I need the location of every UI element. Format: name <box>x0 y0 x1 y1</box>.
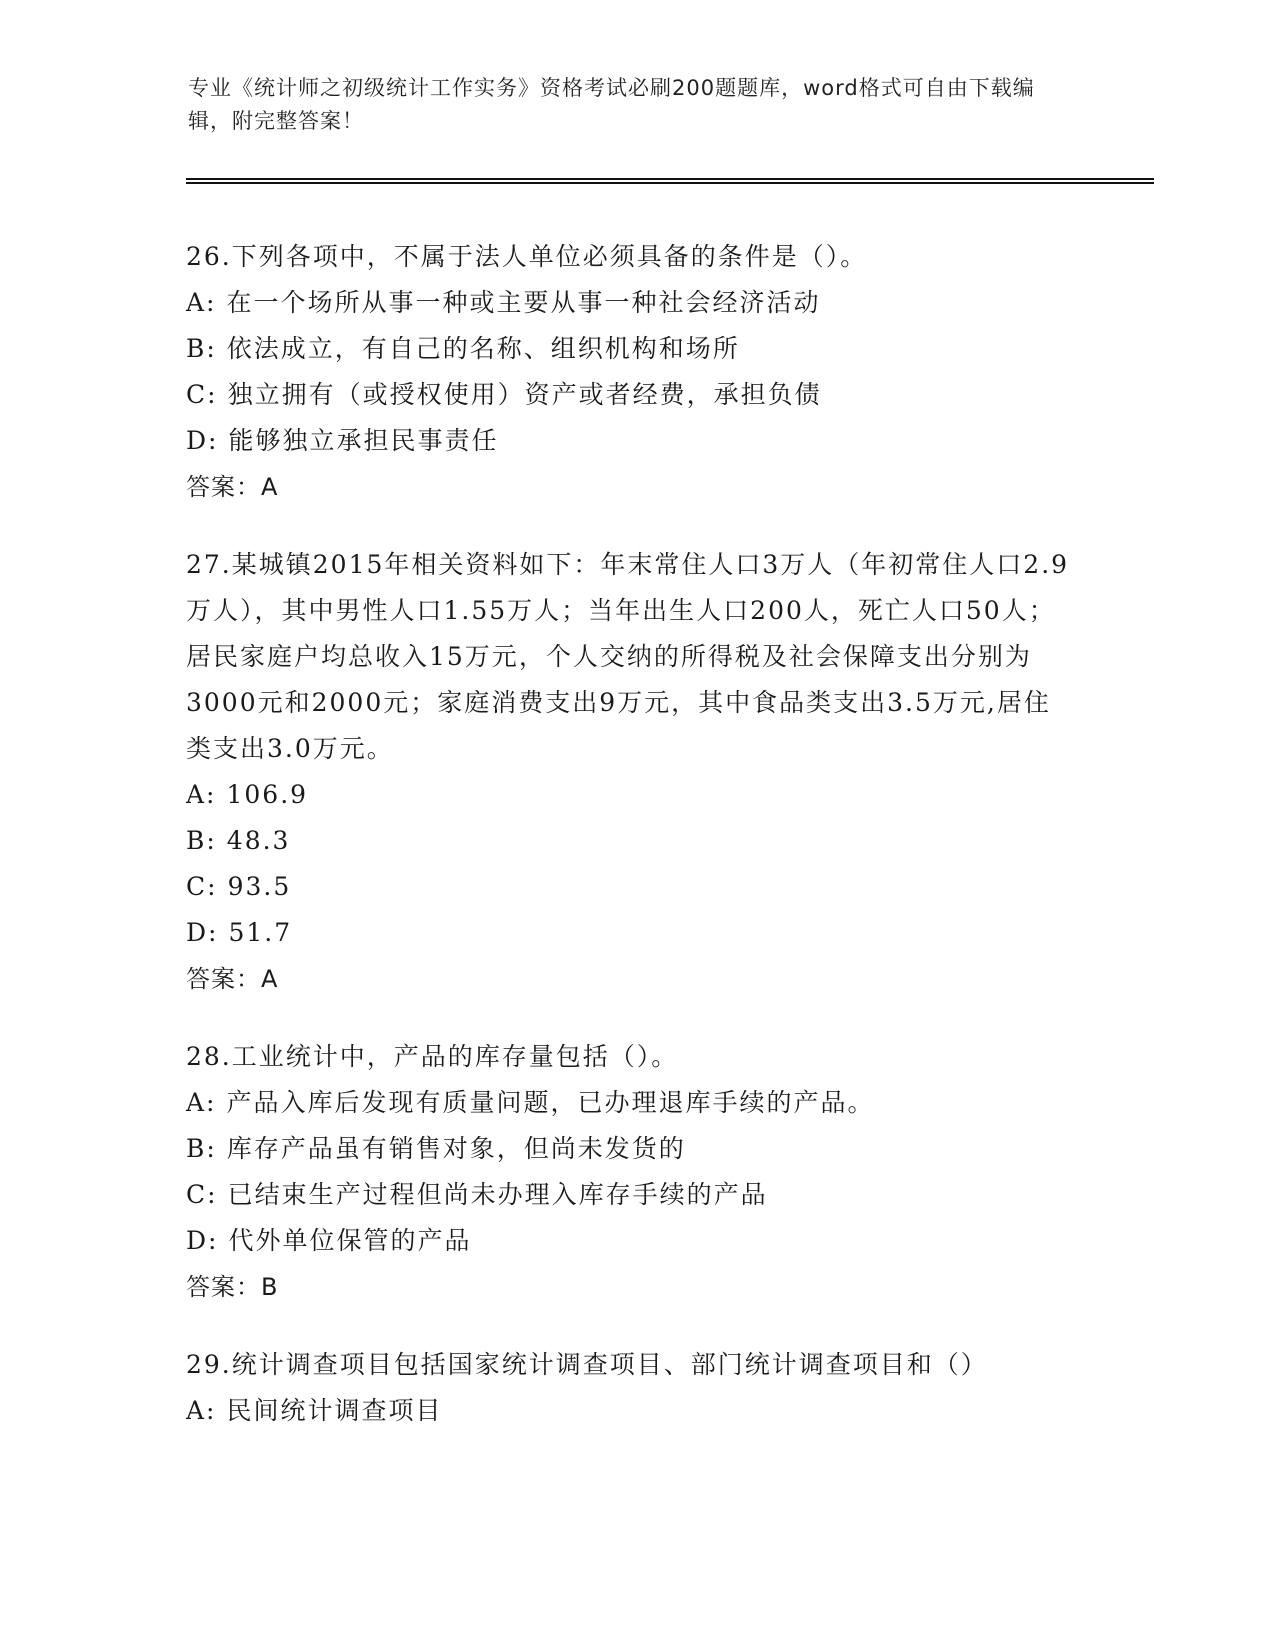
option-letter: B: <box>186 334 217 363</box>
question-stem: 26.下列各项中，不属于法人单位必须具备的条件是（）。 <box>186 242 868 271</box>
option-letter: A: <box>186 1396 217 1425</box>
option-c <box>186 1172 1076 1218</box>
option-letter: C: <box>186 380 218 409</box>
option-text: 代外单位保管的产品 <box>228 1226 472 1255</box>
option-a <box>186 280 1076 326</box>
option-a <box>186 1080 1076 1126</box>
question-28 <box>186 1034 1076 1310</box>
document-header: 专业《统计师之初级统计工作实务》资格考试必刷200题题库，word格式可自由下载编辑，附完整答案！ <box>188 76 1035 133</box>
option-text: 依法成立，有自己的名称、组织机构和场所 <box>226 334 740 363</box>
option-text: 能够独立承担民事责任 <box>228 426 499 455</box>
option-letter: D: <box>186 918 219 947</box>
question-list <box>186 234 1076 1466</box>
option-text: 库存产品虽有销售对象，但尚未发货的 <box>226 1134 686 1163</box>
question-29 <box>186 1342 1076 1434</box>
option-a <box>186 1388 1076 1434</box>
option-letter: A: <box>186 780 217 809</box>
option-d <box>186 910 1076 956</box>
question-stem: 27.某城镇2015年相关资料如下：年末常住人口3万人（年初常住人口2.9万人），其中男性人口1.55万人；当年出生人口200人，死亡人口50人；居民家庭户均总收入15万元，个人交纳的所得税及社会保障支出分别为3000元和2000元；家庭消费支出9万元，其中食品类支出3.5万元,居住类支出3.0万元。 <box>186 550 1070 763</box>
option-text: 48.3 <box>226 826 291 855</box>
option-c <box>186 372 1076 418</box>
option-letter: D: <box>186 426 219 455</box>
option-d <box>186 418 1076 464</box>
option-letter: C: <box>186 1180 218 1209</box>
option-b <box>186 818 1076 864</box>
question-26 <box>186 234 1076 510</box>
header-divider-bottom <box>186 182 1154 184</box>
option-letter: B: <box>186 826 217 855</box>
option-text: 93.5 <box>227 872 292 901</box>
option-b <box>186 326 1076 372</box>
option-letter: B: <box>186 1134 217 1163</box>
option-letter: A: <box>186 288 217 317</box>
option-text: 106.9 <box>226 780 309 809</box>
option-text: 民间统计调查项目 <box>226 1396 443 1425</box>
question-stem: 29.统计调查项目包括国家统计调查项目、部门统计调查项目和（） <box>186 1350 988 1379</box>
option-text: 51.7 <box>228 918 293 947</box>
option-c <box>186 864 1076 910</box>
option-a <box>186 772 1076 818</box>
option-text: 已结束生产过程但尚未办理入库存手续的产品 <box>227 1180 768 1209</box>
option-text: 产品入库后发现有质量问题，已办理退库手续的产品。 <box>226 1088 875 1117</box>
option-letter: C: <box>186 872 218 901</box>
option-text: 在一个场所从事一种或主要从事一种社会经济活动 <box>226 288 821 317</box>
option-letter: D: <box>186 1226 219 1255</box>
question-stem: 28.工业统计中，产品的库存量包括（）。 <box>186 1042 679 1071</box>
answer-line: 答案：A <box>186 473 279 501</box>
header-divider-top <box>186 178 1154 180</box>
question-27 <box>186 542 1076 1002</box>
option-text: 独立拥有（或授权使用）资产或者经费，承担负债 <box>227 380 822 409</box>
answer-line: 答案：A <box>186 965 279 993</box>
option-d <box>186 1218 1076 1264</box>
answer-line: 答案：B <box>186 1273 279 1301</box>
option-letter: A: <box>186 1088 217 1117</box>
option-b <box>186 1126 1076 1172</box>
